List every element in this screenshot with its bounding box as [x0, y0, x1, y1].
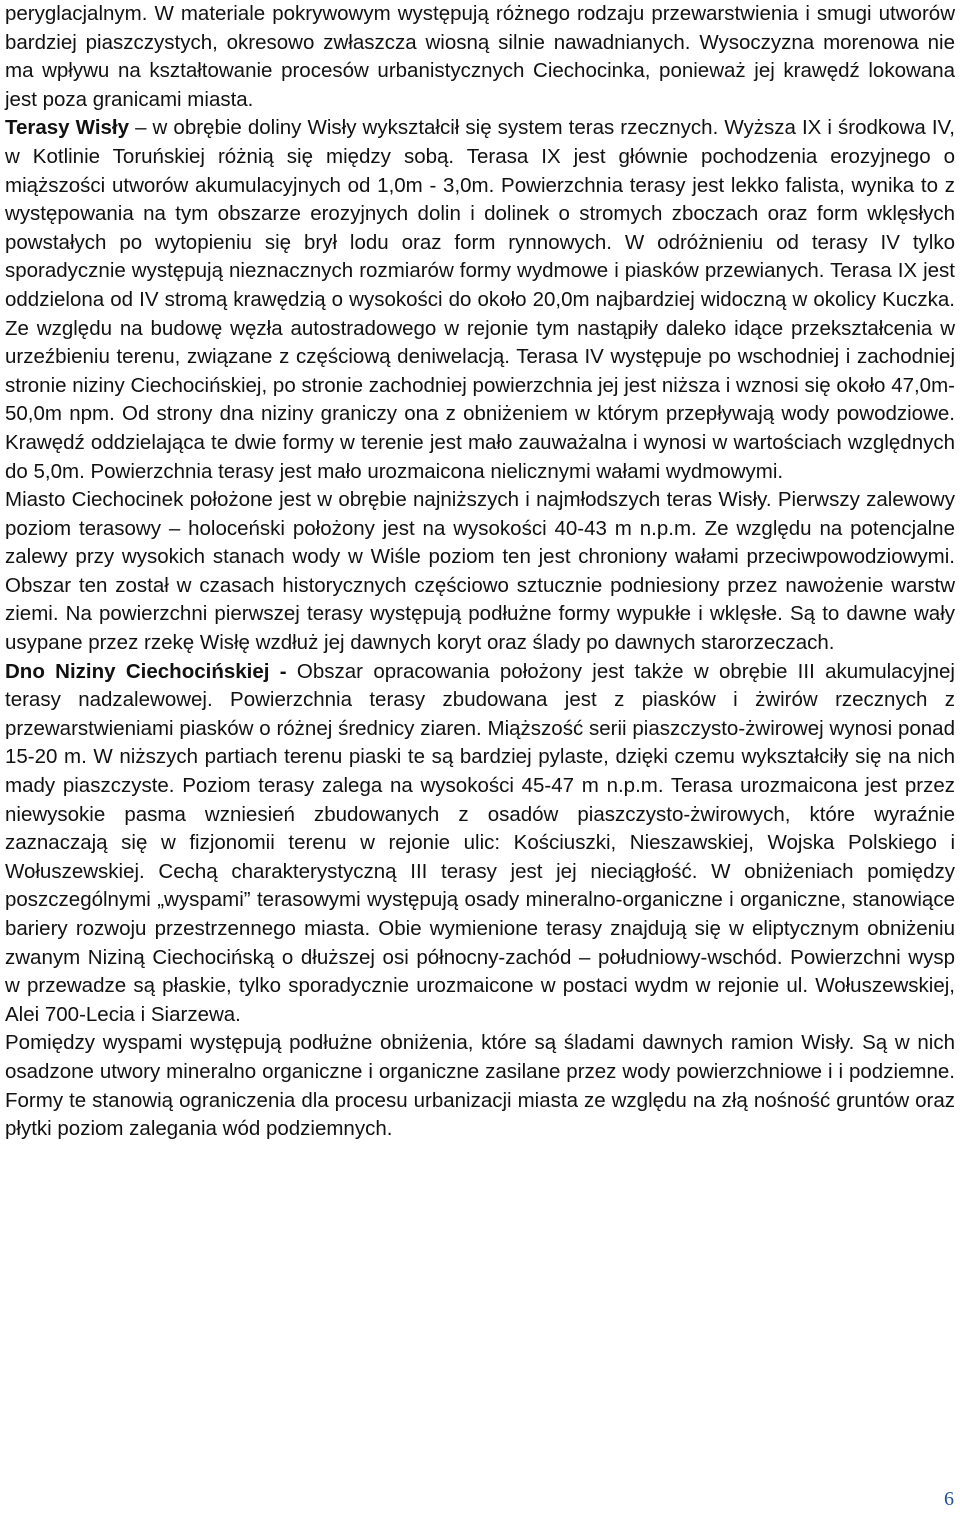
paragraph-text: – w obrębie doliny Wisły wykształcił się system teras rzecznych. Wyższa IX i środkowa IV, w Kotlinie Toruńskiej różnią się między sobą. Terasa IX jest głównie pochodzenia erozyjnego o miąższości utworów akumulacyjnych od 1,0m - 3,0m. Powierzchnia terasy jest lekko falista, wynika to z występowania na tym obszarze erozyjnych dolin i dolinek o stromych zboczach oraz form wklęsłych powstałych po wytopieniu się brył lodu oraz form rynnowych. W odróżnieniu od terasy IV tylko sporadycznie występują nieznacznych rozmiarów formy wydmowe i piasków przewianych. Terasa IX jest oddzielona od IV stromą krawędzią o wysokości do około 20,0m najbardziej widoczną w okolicy Kuczka. Ze względu na budowę węzła autostradowego w rejonie tym nastąpiły daleko idące przekształcenia w urzeźbieniu terenu, związane z częściową deniwelacją. Terasa IV występuje po wschodniej i zachodniej stronie niziny Ciechocińskiej, po stronie zachodniej powierzchnia jej jest niższa i wznosi się około 47,0m- 50,0m npm. Od strony dna niziny graniczy ona z obniżeniem w którym przepływają wody powodziowe. Krawędź oddzielająca te dwie formy w terenie jest mało zauważalna i wynosi w wartościach względnych do 5,0m. Powierzchnia terasy jest mało urozmaicona nielicznymi wałami wydmowymi. — [5, 116, 956, 483]
paragraph-moraine-upland — [5, 0, 955, 114]
paragraph-text: Pomiędzy wyspami występują podłużne obniżenia, które są śladami dawnych ramion Wisły. Są w nich osadzone utwory mineralno organiczne i organiczne zasilane przez wody powierzchniowe i i podziemne. Formy te stanowią ograniczenia dla procesu urbanizacji miasta ze względu na złą nośność gruntów oraz płytki poziom zalegania wód podziemnych. — [5, 1031, 955, 1141]
page-number: 6 — [944, 1488, 954, 1510]
paragraph-text: Miasto Ciechocinek położone jest w obrębie najniższych i najmłodszych teras Wisły. Pierwszy zalewowy poziom terasowy – holoceński położony jest na wysokości 40-43 m n.p.m. Ze względu na potencjalne zalewy przy wysokich stanach wody w Wiśle poziom ten jest chroniony wałami przeciwpowodziowymi. Obszar ten został w czasach historycznych częściowo sztucznie podniesiony przez nawożenie warstw ziemi. Na powierzchni pierwszej terasy występują podłużne formy wypukłe i wklęsłe. Są to dawne wały usypane przez rzekę Wisłę wzdłuż jej dawnych koryt oraz ślady po dawnych starorzeczach. — [5, 488, 955, 655]
paragraph-depressions — [5, 1029, 955, 1143]
document-page — [5, 0, 955, 1144]
section-heading-vistula-terraces: Terasy Wisły — [5, 116, 130, 140]
paragraph-vistula-terraces — [5, 114, 955, 486]
section-heading-lowland-floor: Dno Niziny Ciechocińskiej - — [5, 659, 287, 683]
paragraph-lowland-floor — [5, 658, 955, 1030]
paragraph-text: peryglacjalnym. W materiale pokrywowym występują różnego rodzaju przewarstwienia i smugi utworów bardziej piaszczystych, okresowo zwłaszcza wiosną silnie nawadnianych. Wysoczyzna morenowa nie ma wpływu na kształtowanie procesów urbanistycznych Ciechocinka, ponieważ jej krawędź lokowana jest poza granicami miasta. — [5, 2, 955, 111]
paragraph-text: Obszar opracowania położony jest także w obrębie III akumulacyjnej terasy nadzalewowej. Powierzchnia terasy zbudowana jest z piasków i żwirów rzecznych z przewarstwieniami piasków o różnej średnicy ziaren. Miąższość serii piaszczysto-żwirowej wynosi ponad 15-20 m. W niższych partiach terenu piaski te są bardziej pylaste, dzięki czemu wykształciły się na nich mady piaszczyste. Poziom terasy zalega na wysokości 45-47 m n.p.m. Terasa urozmaicona jest przez niewysokie pasma wzniesień zbudowanych z osadów piaszczysto-żwirowych, które wyraźnie zaznaczają się w fizjonomii terenu w rejonie ulic: Kościuszki, Nieszawskiej, Wojska Polskiego i Wołuszewskiej. Cechą charakterystyczną III terasy jest jej nieciągłość. W obniżeniach pomiędzy poszczególnymi „wyspami” terasowymi występują osady mineralno-organiczne i organiczne, stanowiące bariery rozwoju przestrzennego miasta. Obie wymienione terasy znajdują się w eliptycznym obniżeniu zwanym Niziną Ciechocińską o dłuższej osi północny-zachód – południowy-wschód. Powierzchni wysp w przewadze są płaskie, tylko sporadycznie urozmaicone w postaci wydm w rejonie ul. Wołuszewskiej, Alei 700-Lecia i Siarzewa. — [5, 659, 955, 1026]
paragraph-ciechocinek-location — [5, 486, 955, 658]
